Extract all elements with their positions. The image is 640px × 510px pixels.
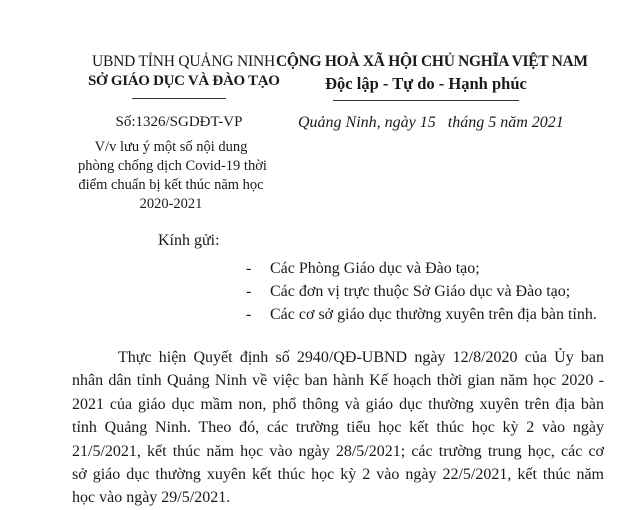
subject-line: 2020-2021 <box>139 196 203 212</box>
body-line: sở giáo dục thường xuyên kết thúc học kỳ 2 vào ngày 22/5/2021, kết thúc năm <box>72 466 604 484</box>
list-dash: - <box>246 283 252 300</box>
recipient-text: Các cơ sở giáo dục thường xuyên trên địa bàn tỉnh. <box>270 306 597 323</box>
document-number: Số:1326/SGDĐT-VP <box>115 114 243 130</box>
body-line: Thực hiện Quyết định số 2940/QĐ-UBND ngày 12/8/2020 của Ủy ban <box>118 349 604 366</box>
recipient-text: Các Phòng Giáo dục và Đào tạo; <box>270 260 480 277</box>
recipient-list <box>246 257 597 326</box>
recipient-item <box>246 303 597 326</box>
recipient-item <box>246 280 597 303</box>
issuing-authority: UBND TỈNH QUẢNG NINH <box>92 53 275 70</box>
salutation: Kính gửi: <box>158 232 220 249</box>
list-dash: - <box>246 260 252 277</box>
recipient-item <box>246 257 597 280</box>
document-subject <box>78 138 267 214</box>
place-and-date: Quảng Ninh, ngày 15 tháng 5 năm 2021 <box>298 114 564 131</box>
right-header-divider <box>333 100 519 101</box>
body-paragraph <box>72 346 604 510</box>
issuing-department: SỞ GIÁO DỤC VÀ ĐÀO TẠO <box>88 73 280 89</box>
national-title: CỘNG HOÀ XÃ HỘI CHỦ NGHĨA VIỆT NAM <box>276 53 588 70</box>
body-line: nhân dân tỉnh Quảng Ninh về việc ban hành Kế hoạch thời gian năm học 2020 - <box>72 372 604 390</box>
body-line: học vào ngày 29/5/2021. <box>72 489 231 507</box>
subject-line: V/v lưu ý một số nội dung <box>94 139 248 155</box>
body-line: 21/5/2021, kết thúc năm học vào ngày 28/5/2021; các trường trung học, các cơ <box>72 442 604 460</box>
national-motto: Độc lập - Tự do - Hạnh phúc <box>325 74 527 93</box>
list-dash: - <box>246 306 252 323</box>
subject-line: phòng chống dịch Covid-19 thời <box>78 158 267 174</box>
body-line: tỉnh Quảng Ninh. Theo đó, các trường tiểu học kết thúc học kỳ 2 vào ngày <box>72 419 604 437</box>
recipient-text: Các đơn vị trực thuộc Sở Giáo dục và Đào tạo; <box>270 283 571 300</box>
left-header-divider <box>132 98 226 99</box>
body-line: 2021 của giáo dục mầm non, phổ thông và giáo dục thường xuyên trên địa bàn <box>72 395 604 413</box>
subject-line: điểm chuẩn bị kết thúc năm học <box>78 177 264 193</box>
